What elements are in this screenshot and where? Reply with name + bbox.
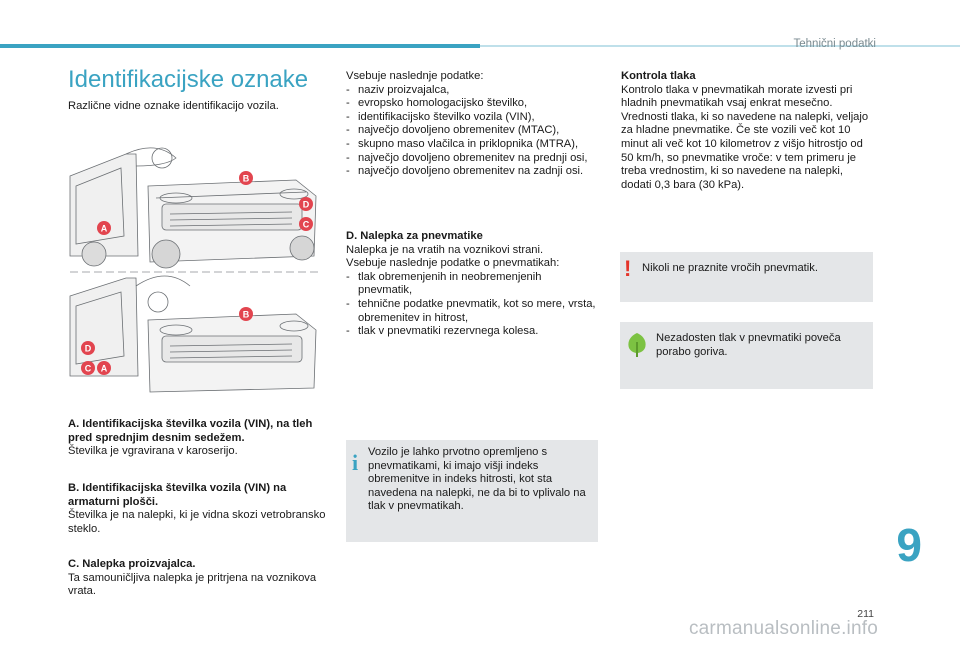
warning-note-text: Nikoli ne praznite vročih pnevmatik. [642,262,818,274]
item-d-title: D. Nalepka za pnevmatike [346,230,483,242]
item-a [68,418,328,459]
item-d [346,230,598,339]
item-b-text: Številka je na nalepki, ki je vidna skozi vetrobransko steklo. [68,509,326,535]
info-note-text: Vozilo je lahko prvotno opremljeno s pnevmatikami, ki imajo višji indeks obremenitve in indeks hitrosti, kot sta navedena na nalepki, ne da bi to vplivalo na tlak v pnevmatikah. [368,446,586,513]
eco-note [620,322,873,389]
pressure-check-text: Kontrolo tlaka v pnevmatikah morate izvesti pri hladnih pnevmatikah vsaj enkrat mesečno. Vrednosti tlaka, ki so navedene na nalepki, veljajo za hladne pnevmatike. Če ste vozili več kot 10 minut ali več kot 10 kilometrov z višjo hitrostjo od 50 km/h, so pnevmatike vroče: v tem primeru je treba vrednostim, ki so navedene na nalepki, dodati 0,3 bara (30 kPa). [621,83,869,191]
pressure-check-title: Kontrola tlaka [621,70,696,82]
item-c-text: Ta samouničljiva nalepka je pritrjena na voznikova vrata. [68,571,317,598]
item-c [68,558,328,599]
chapter-number: 9 [896,519,922,571]
info-icon: i [352,450,359,475]
header-title: Tehnični podatki [793,38,876,50]
watermark: carmanualsonline.info [688,618,878,639]
item-d-text-2: Vsebuje naslednje podatke o pnevmatikah: [346,257,560,270]
list-item: - največjo dovoljeno obremenitev na zadnji osi. [346,165,598,179]
item-c-title: C. Nalepka proizvajalca. [68,558,196,570]
list-item: - skupno maso vlačilca in priklopnika (MTRA), [346,138,598,152]
item-d-text-1: Nalepka je na vratih na voznikovi strani. [346,243,544,256]
list-item: - tlak v pnevmatiki rezervnega kolesa. [346,325,598,339]
item-b-title: B. Identifikacijska številka vozila (VIN) na armaturni plošči. [68,482,287,508]
warning-note [620,252,873,302]
marker-d-label: D [302,199,310,210]
list-item: - največjo dovoljeno obremenitev (MTAC), [346,124,598,138]
item-a-title: A. Identifikacijska številka vozila (VIN), na tleh pred sprednjim desnim sedežem. [68,418,313,444]
eco-leaf-icon [626,332,648,358]
intro-text: Različne vidne oznake identifikacijo vozila. [68,100,279,112]
header-accent-bar [0,44,480,48]
section-title: Identifikacijske oznake [68,66,309,93]
header-divider [480,45,960,47]
label-contents-list [346,84,598,179]
vehicle-illustration [66,136,324,396]
list-item: - tehnične podatke pnevmatik, kot so mere, vrsta, obremenitev in hitrost, [346,298,598,325]
page-number: 211 [857,608,874,620]
list-item: - največjo dovoljeno obremenitev na prednji osi, [346,152,598,166]
marker-a-2-label: A [100,363,108,374]
marker-a-label: A [100,223,108,234]
marker-c-2-label: C [84,363,92,374]
marker-c-label: C [302,219,310,230]
item-a-text: Številka je vgravirana v karoserijo. [68,445,238,458]
label-contents [346,70,598,179]
marker-b-2-label: B [242,309,250,320]
item-b [68,482,328,536]
marker-b-label: B [242,173,250,184]
marker-d-2-label: D [84,343,92,354]
label-contents-intro: Vsebuje naslednje podatke: [346,70,484,82]
warning-icon: ! [624,256,632,281]
item-d-list [346,271,598,339]
list-item: - identifikacijsko številko vozila (VIN), [346,111,598,125]
list-item: - tlak obremenjenih in neobremenjenih pnevmatik, [346,271,598,298]
info-note [346,440,598,542]
list-item: - naziv proizvajalca, [346,84,598,98]
pressure-check [621,70,875,192]
eco-note-text: Nezadosten tlak v pnevmatiki poveča porabo goriva. [656,332,841,358]
list-item: - evropsko homologacijsko številko, [346,97,598,111]
